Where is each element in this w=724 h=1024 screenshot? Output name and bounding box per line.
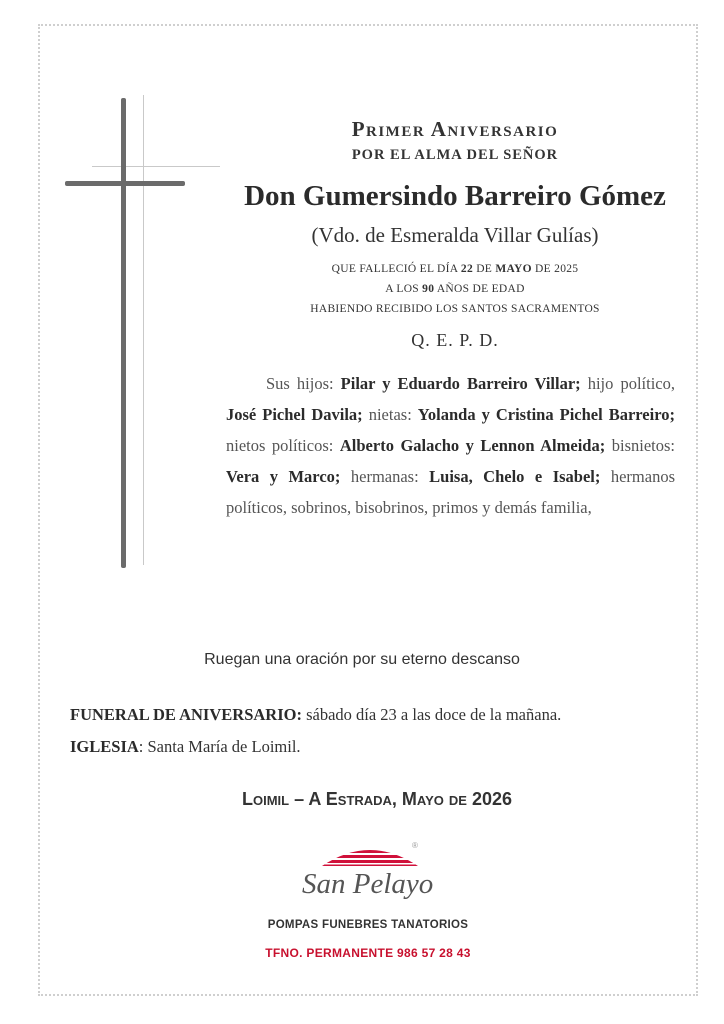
qepd: Q. E. P. D. — [411, 330, 499, 350]
for-soul-line: POR EL ALMA DEL SEÑOR — [351, 147, 559, 163]
sacraments-line: HABIENDO RECIBIDO LOS SANTOS SACRAMENTOS — [310, 303, 600, 315]
deceased-name: Don Gumersindo Barreiro Gómez — [244, 180, 666, 212]
church-label: IGLESIA — [70, 737, 139, 756]
age-line: A LOS 90 AÑOS DE EDAD — [385, 283, 525, 295]
registered-mark: ® — [412, 841, 418, 850]
anniversary-title: Primer Aniversario — [351, 117, 559, 141]
church-info — [70, 737, 301, 757]
company-logo-text: San Pelayo — [302, 868, 434, 900]
death-date-line: QUE FALLECIÓ EL DÍA 22 DE MAYO DE 2025 — [331, 263, 579, 275]
funeral-info — [70, 705, 561, 725]
funeral-label: FUNERAL DE ANIVERSARIO: — [70, 705, 302, 724]
funeral-text: sábado día 23 a las doce de la mañana. — [301, 705, 562, 724]
cross-vertical-bar — [121, 98, 126, 568]
death-info — [230, 259, 680, 319]
company-tagline: POMPAS FUNEBRES TANATORIOS — [267, 919, 469, 931]
family-paragraph: Sus hijos: Pilar y Eduardo Barreiro Villar; hijo político, José Pichel Davila; nietas: Yolanda y Cristina Pichel Barreiro; nietos políticos: Alberto Galacho y Lennon Almeida; bisnietos: Vera y Marco; hermanas: Luisa, Chelo e Isabel; hermanos políticos, sobrinos, bisobrinos, primos y demás familia, — [226, 374, 675, 517]
church-text: : Santa María de Loimil. — [138, 737, 301, 756]
place-date: Loimil – A Estrada, Mayo de 2026 — [241, 789, 513, 809]
cross-shadow-horizontal — [92, 166, 220, 167]
cross-horizontal-bar — [65, 181, 185, 186]
company-phone: TFNO. PERMANENTE 986 57 28 43 — [265, 946, 471, 960]
widower-line: (Vdo. de Esmeralda Villar Gulías) — [311, 223, 599, 247]
prayer-request: Ruegan una oración por su eterno descanso — [204, 651, 520, 668]
